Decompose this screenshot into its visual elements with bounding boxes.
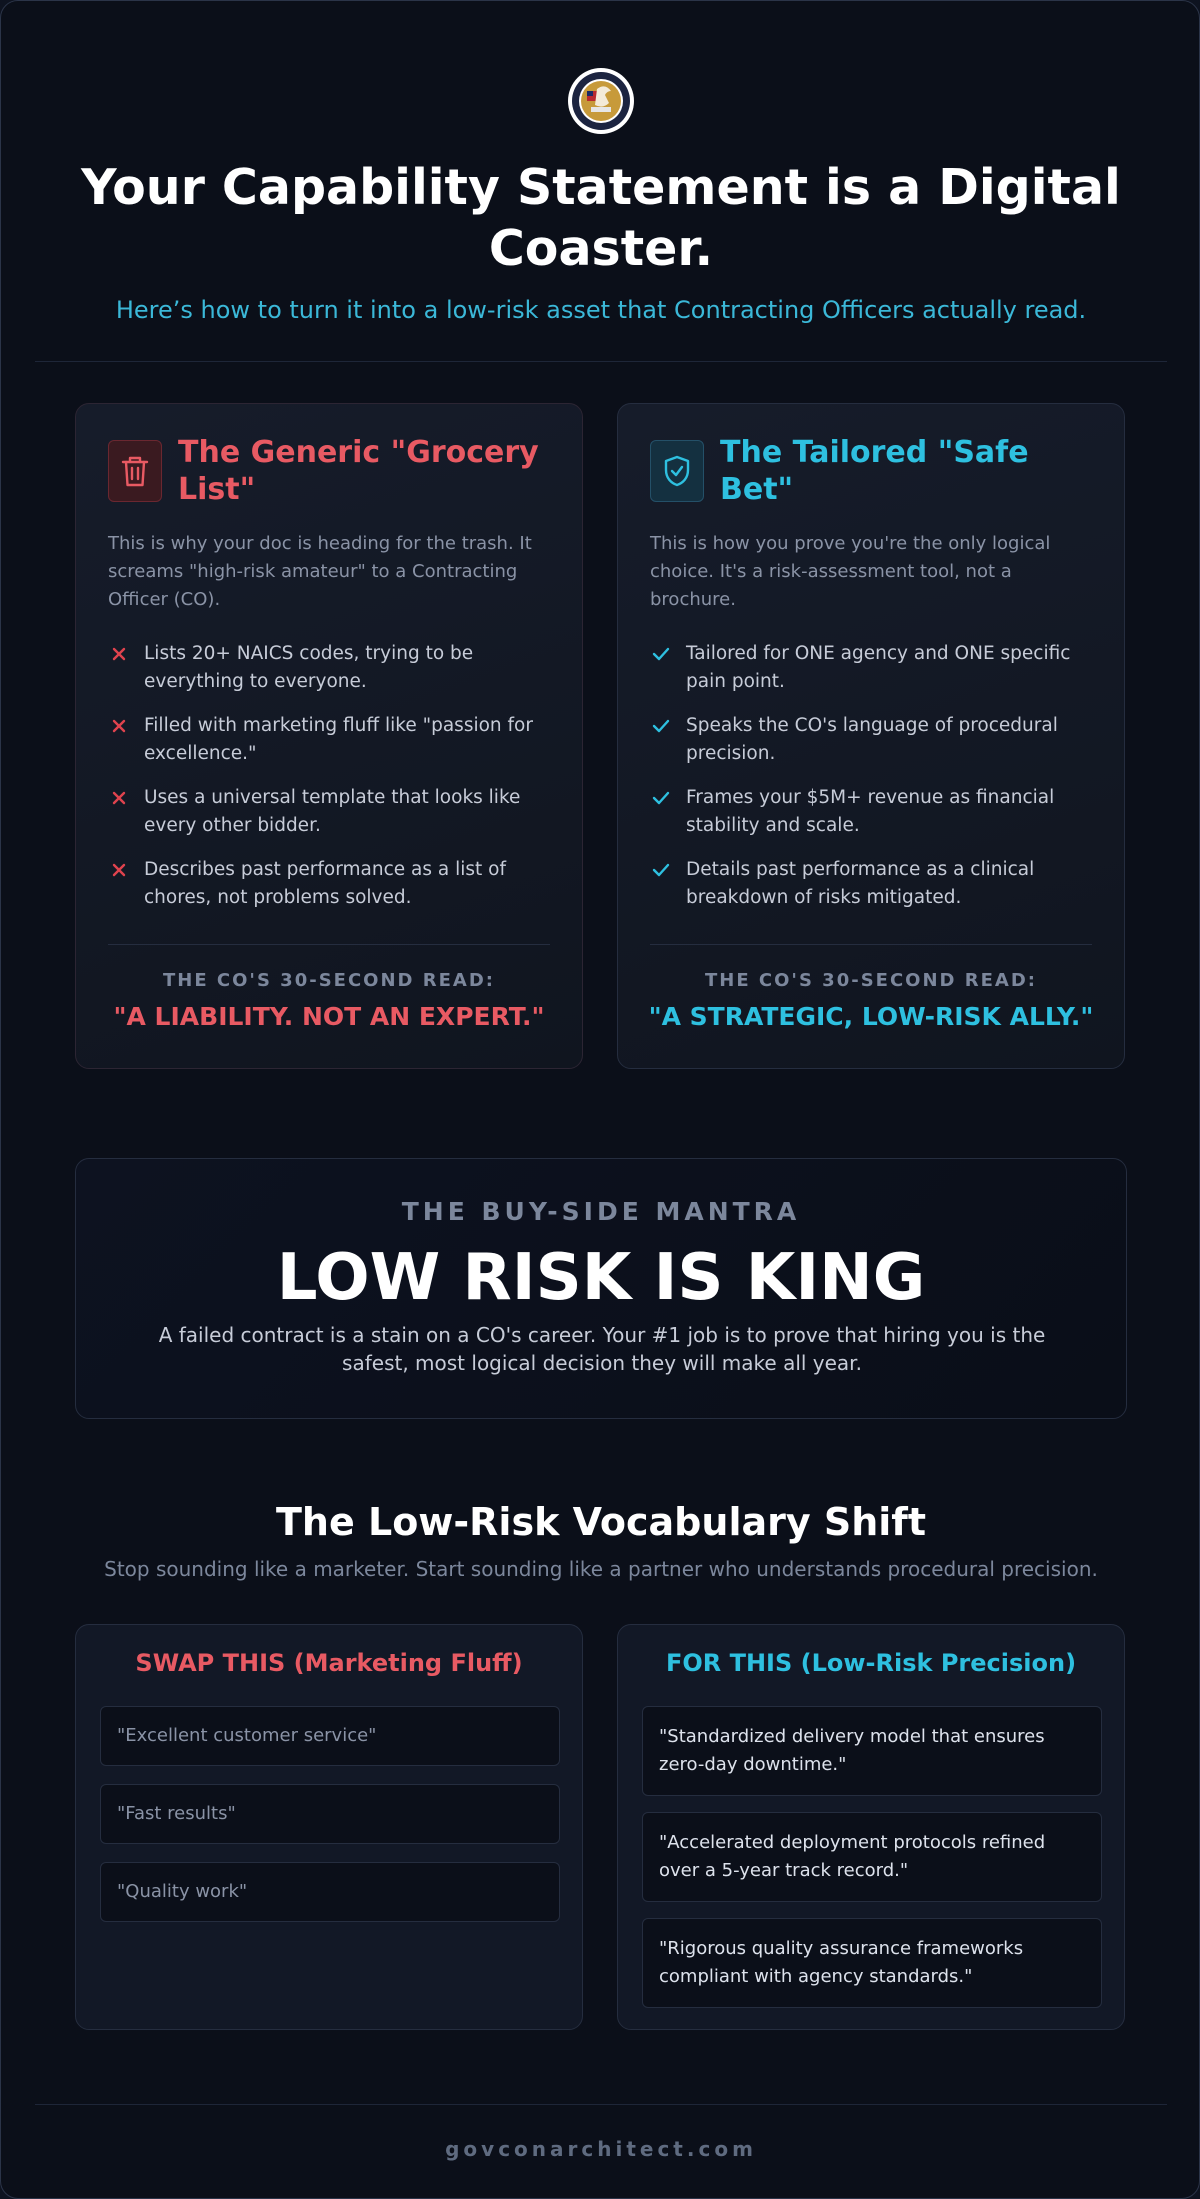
good-traits-list [650, 640, 1100, 928]
verdict: "A LIABILITY. NOT AN EXPERT." [113, 1002, 545, 1031]
verdict: "A STRATEGIC, LOW-RISK ALLY." [648, 1002, 1094, 1031]
mantra-label: THE BUY-SIDE MANTRA [401, 1197, 801, 1226]
for-heading: FOR THIS (Low-Risk Precision) [665, 1649, 1077, 1677]
swap-this-panel [75, 1624, 583, 2030]
card-title: The Tailored "Safe Bet" [720, 435, 1029, 507]
swap-heading: SWAP THIS (Marketing Fluff) [135, 1649, 523, 1677]
shield-icon-box [650, 440, 704, 502]
x-icon [108, 643, 130, 665]
list-item: Details past performance as a clinical breakdown of risks mitigated. [650, 856, 1100, 928]
trash-icon [120, 454, 150, 488]
x-icon [108, 787, 130, 809]
check-icon [650, 715, 672, 737]
check-icon [650, 787, 672, 809]
card-title: The Generic "Grocery List" [178, 435, 539, 507]
section-title: The Low-Risk Vocabulary Shift [276, 1500, 926, 1544]
check-icon [650, 859, 672, 881]
check-icon [650, 643, 672, 665]
seal-logo-icon [567, 67, 635, 135]
card-description: This is why your doc is heading for the trash. It screams "high-risk amateur" to a Contracting Officer (CO). [108, 533, 532, 610]
shield-check-icon [662, 454, 692, 488]
mantra-text: A failed contract is a stain on a CO's career. Your #1 job is to prove that hiring you is the safest, most logical decision they will make all year. [158, 1323, 1046, 1375]
page-title: Your Capability Statement is a Digital Coaster. [81, 159, 1121, 277]
for-item: "Rigorous quality assurance frameworks compliant with agency standards." [642, 1918, 1102, 2008]
bad-traits-list [108, 640, 558, 928]
swap-item: "Excellent customer service" [100, 1706, 560, 1766]
footer-site[interactable]: govconarchitect.com [445, 2137, 757, 2161]
tailored-safe-bet-card [617, 403, 1125, 1069]
for-item: "Standardized delivery model that ensures zero-day downtime." [642, 1706, 1102, 1796]
list-item: Uses a universal template that looks like every other bidder. [108, 784, 558, 856]
swap-item: "Quality work" [100, 1862, 560, 1922]
x-icon [108, 859, 130, 881]
list-item: Filled with marketing fluff like "passion for excellence." [108, 712, 558, 784]
list-item: Speaks the CO's language of procedural precision. [650, 712, 1100, 784]
divider [35, 361, 1167, 362]
section-subtitle: Stop sounding like a marketer. Start sounding like a partner who understands procedural precision. [104, 1557, 1098, 1581]
list-item: Tailored for ONE agency and ONE specific pain point. [650, 640, 1100, 712]
buy-side-mantra-panel [75, 1158, 1127, 1419]
card-description: This is how you prove you're the only logical choice. It's a risk-assessment tool, not a brochure. [650, 533, 1051, 610]
swap-item: "Fast results" [100, 1784, 560, 1844]
read-label: THE CO'S 30-SECOND READ: [705, 970, 1037, 991]
list-item: Describes past performance as a list of chores, not problems solved. [108, 856, 558, 928]
card-divider [650, 944, 1092, 945]
generic-grocery-list-card [75, 403, 583, 1069]
page-subtitle: Here’s how to turn it into a low-risk asset that Contracting Officers actually read. [115, 296, 1087, 324]
x-icon [108, 715, 130, 737]
list-item: Lists 20+ NAICS codes, trying to be everything to everyone. [108, 640, 558, 712]
mantra-headline: LOW RISK IS KING [276, 1241, 926, 1315]
trash-icon-box [108, 440, 162, 502]
list-item: Frames your $5M+ revenue as financial stability and scale. [650, 784, 1100, 856]
card-divider [108, 944, 550, 945]
for-item: "Accelerated deployment protocols refined over a 5-year track record." [642, 1812, 1102, 1902]
read-label: THE CO'S 30-SECOND READ: [163, 970, 495, 991]
divider [35, 2104, 1167, 2105]
for-this-panel [617, 1624, 1125, 2030]
